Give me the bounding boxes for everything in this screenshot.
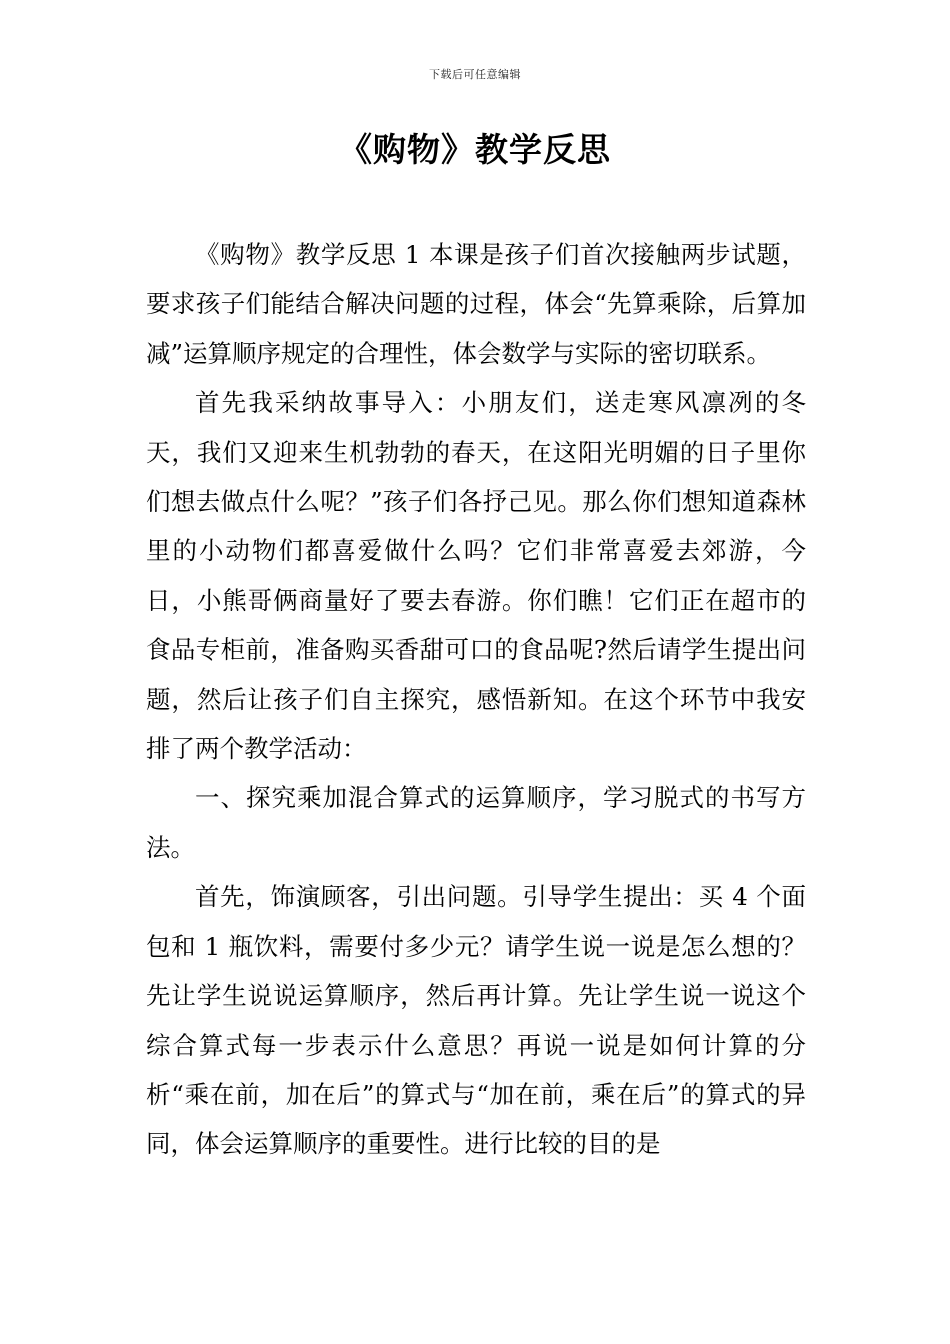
document-body bbox=[146, 230, 806, 1169]
paragraph-4: 首先，饰演顾客，引出问题。引导学生提出：买 4 个面包和 1 瓶饮料，需要付多少元？请学生说一说是怎么想的？先让学生说说运算顺序，然后再计算。先让学生说一说这个综合算式每一步表示什么意思？再说一说是如何计算的分析“乘在前，加在后”的算式与“加在前，乘在后”的算式的异同，体会运算顺序的重要性。进行比较的目的是 bbox=[146, 882, 806, 1159]
document-title: 《购物》教学反思 bbox=[339, 130, 611, 169]
paragraph-3: 一、探究乘加混合算式的运算顺序，学习脱式的书写方法。 bbox=[146, 783, 806, 862]
paragraph-2: 首先我采纳故事导入：小朋友们，送走寒风凛冽的冬天，我们又迎来生机勃勃的春天，在这阳光明媚的日子里你们想去做点什么呢？”孩子们各抒己见。那么你们想知道森林里的小动物们都喜爱做什么吗？它们非常喜爱去郊游，今日，小熊哥俩商量好了要去春游。你们瞧！它们正在超市的食品专柜前，准备购买香甜可口的食品呢?然后请学生提出问题，然后让孩子们自主探究，感悟新知。在这个环节中我安排了两个教学活动： bbox=[146, 388, 806, 764]
header-note: 下载后可任意编辑 bbox=[429, 68, 521, 81]
paragraph-1: 《购物》教学反思 1 本课是孩子们首次接触两步试题，要求孩子们能结合解决问题的过程，体会“先算乘除，后算加减”运算顺序规定的合理性，体会数学与实际的密切联系。 bbox=[146, 240, 806, 368]
